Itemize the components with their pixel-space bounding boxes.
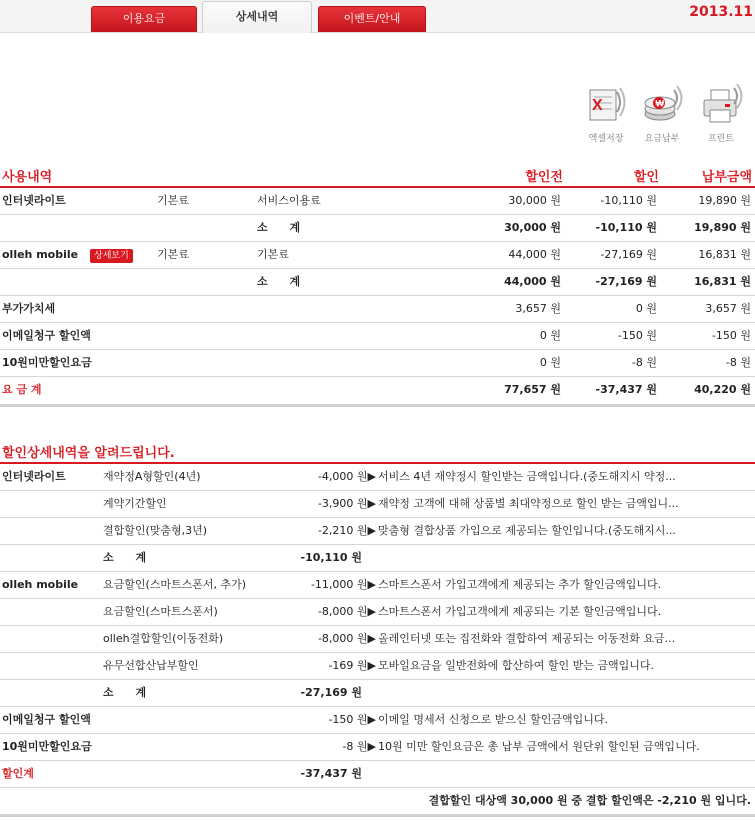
discount-row [0, 626, 755, 653]
discount-header [0, 442, 755, 464]
discount-desc: 스마트스폰서 가입고객에게 제공되는 추가 할인금액입니다. [378, 578, 662, 591]
col-before-discount: 할인전 [525, 170, 563, 185]
discount-row [0, 653, 755, 680]
excel-icon [586, 84, 626, 128]
payment-label: 요금납부 [644, 134, 680, 144]
usage-service: 10원미만할인요금 [2, 356, 92, 369]
discount-amount: -8 원▶ [342, 740, 376, 753]
usage-pay: -8 원 [725, 356, 751, 369]
svg-text:X: X [592, 97, 603, 114]
discount-service: olleh mobile [2, 578, 79, 591]
discount-item: olleh결합할인(이동전화) [103, 632, 224, 645]
usage-pay: 19,890 원 [698, 194, 751, 207]
discount-row [0, 599, 755, 626]
usage-discount: -10,110 원 [600, 194, 657, 207]
usage-type: 기본료 [157, 194, 189, 207]
excel-save-button[interactable] [582, 84, 630, 144]
usage-before: 30,000 원 [504, 221, 561, 234]
usage-discount: -10,110 원 [595, 221, 657, 234]
usage-row [0, 296, 755, 323]
usage-item: 소 계 [257, 221, 310, 234]
usage-subtotal-row [0, 215, 755, 242]
discount-item: 유무선합산납부할인 [103, 659, 199, 672]
top-tab-bar [0, 0, 755, 33]
discount-desc: 재약정 고객에 대해 상품별 최대약정으로 할인 받는 금액입니... [378, 497, 679, 510]
discount-amount: -150 원▶ [328, 713, 376, 726]
discount-item: 재약정A형할인(4년) [103, 470, 201, 483]
usage-pay: 19,890 원 [694, 221, 751, 234]
usage-header [0, 166, 755, 188]
discount-item: 요금할인(스마트스폰서, 추가) [103, 578, 247, 591]
discount-amount: -37,437 원 [300, 767, 362, 780]
usage-discount: -150 원 [617, 329, 657, 342]
usage-before: 44,000 원 [508, 248, 561, 261]
usage-total-row [0, 377, 755, 407]
svg-text:₩: ₩ [655, 98, 664, 109]
discount-subtotal-row [0, 545, 755, 572]
usage-pay: 16,831 원 [694, 275, 751, 288]
discount-desc: 서비스 4년 재약정시 할인받는 금액입니다.(중도해지시 약정... [378, 470, 676, 483]
usage-pay: 40,220 원 [694, 383, 751, 396]
tab-events[interactable]: 이벤트/안내 [318, 6, 426, 32]
discount-subtotal-row [0, 680, 755, 707]
discount-item: 소 계 [103, 686, 156, 699]
discount-desc: 이메일 명세서 신청으로 받으신 할인금액입니다. [378, 713, 609, 726]
usage-title: 사용내역 [2, 170, 53, 185]
usage-before: 0 원 [539, 356, 561, 369]
discount-amount: -11,000 원▶ [310, 578, 376, 591]
discount-row [0, 572, 755, 599]
usage-pay: 3,657 원 [705, 302, 751, 315]
discount-item: 계약기간할인 [103, 497, 167, 510]
discount-item: 요금할인(스마트스폰서) [103, 605, 218, 618]
discount-desc: 올레인터넷 또는 집전화와 결합하여 제공되는 이동전화 요금... [378, 632, 676, 645]
detail-view-button[interactable]: 상세보기 [90, 249, 133, 263]
discount-desc: 스마트스폰서 가입고객에게 제공되는 기본 할인금액입니다. [378, 605, 662, 618]
printer-icon [699, 84, 743, 128]
usage-row [0, 242, 755, 269]
usage-service: 이메일청구 할인액 [2, 329, 91, 342]
discount-amount: -8,000 원▶ [317, 632, 376, 645]
discount-service: 이메일청구 할인액 [2, 713, 91, 726]
discount-amount: -8,000 원▶ [317, 605, 376, 618]
discount-desc: 맞춤형 결합상품 가입으로 제공되는 할인입니다.(중도해지시... [378, 524, 676, 537]
usage-service: 인터넷라이트 [2, 194, 66, 207]
col-discount: 할인 [633, 170, 659, 185]
discount-title: 할인상세내역을 알려드립니다. [2, 446, 175, 461]
usage-type: 기본료 [157, 248, 189, 261]
discount-amount: -2,210 원▶ [317, 524, 376, 537]
usage-before: 44,000 원 [504, 275, 561, 288]
combined-discount-note: 결합할인 대상액 30,000 원 중 결합 할인액은 -2,210 원 입니다. [428, 794, 751, 807]
usage-before: 0 원 [539, 329, 561, 342]
usage-total-label: 요 금 계 [2, 383, 42, 396]
usage-row [0, 323, 755, 350]
col-payment: 납부금액 [701, 170, 752, 185]
discount-item: 결합할인(맞춤형,3년) [103, 524, 208, 537]
discount-amount: -10,110 원 [300, 551, 362, 564]
usage-service: 부가가치세 [2, 302, 56, 315]
usage-item: 기본료 [257, 248, 289, 261]
tab-usage-fee[interactable]: 이용요금 [91, 6, 197, 32]
print-button[interactable] [697, 84, 745, 144]
usage-item: 서비스이용료 [257, 194, 321, 207]
discount-amount: -4,000 원▶ [317, 470, 376, 483]
discount-row [0, 734, 755, 761]
discount-item: 소 계 [103, 551, 156, 564]
usage-discount: 0 원 [635, 302, 657, 315]
usage-before: 30,000 원 [508, 194, 561, 207]
usage-subtotal-row [0, 269, 755, 296]
discount-amount: -27,169 원 [300, 686, 362, 699]
usage-row [0, 188, 755, 215]
billing-month: 2013.11 [689, 4, 753, 20]
discount-row [0, 518, 755, 545]
print-label: 프린트 [707, 134, 735, 144]
usage-before: 3,657 원 [515, 302, 561, 315]
tab-detail[interactable]: 상세내역 [202, 1, 312, 33]
usage-discount: -27,169 원 [595, 275, 657, 288]
discount-row [0, 707, 755, 734]
discount-desc: 모바일요금을 일반전화에 합산하여 할인 받는 금액입니다. [378, 659, 655, 672]
usage-before: 77,657 원 [504, 383, 561, 396]
discount-total-label: 할인계 [2, 767, 34, 780]
discount-total-row [0, 761, 755, 788]
usage-discount: -27,169 원 [600, 248, 657, 261]
usage-item: 소 계 [257, 275, 310, 288]
discount-row [0, 491, 755, 518]
footer-divider [0, 814, 755, 817]
usage-discount: -37,437 원 [595, 383, 657, 396]
discount-amount: -169 원▶ [328, 659, 376, 672]
usage-row [0, 350, 755, 377]
payment-icon [640, 84, 684, 128]
discount-amount: -3,900 원▶ [317, 497, 376, 510]
discount-service: 인터넷라이트 [2, 470, 66, 483]
usage-pay: 16,831 원 [698, 248, 751, 261]
usage-pay: -150 원 [711, 329, 751, 342]
discount-row [0, 464, 755, 491]
excel-save-label: 엑셀저장 [588, 134, 624, 144]
usage-discount: -8 원 [631, 356, 657, 369]
discount-service: 10원미만할인요금 [2, 740, 92, 753]
usage-service: olleh mobile [2, 248, 79, 261]
discount-desc: 10원 미만 할인요금은 총 납부 금액에서 원단위 할인된 금액입니다. [378, 740, 700, 753]
payment-button[interactable] [638, 84, 686, 144]
